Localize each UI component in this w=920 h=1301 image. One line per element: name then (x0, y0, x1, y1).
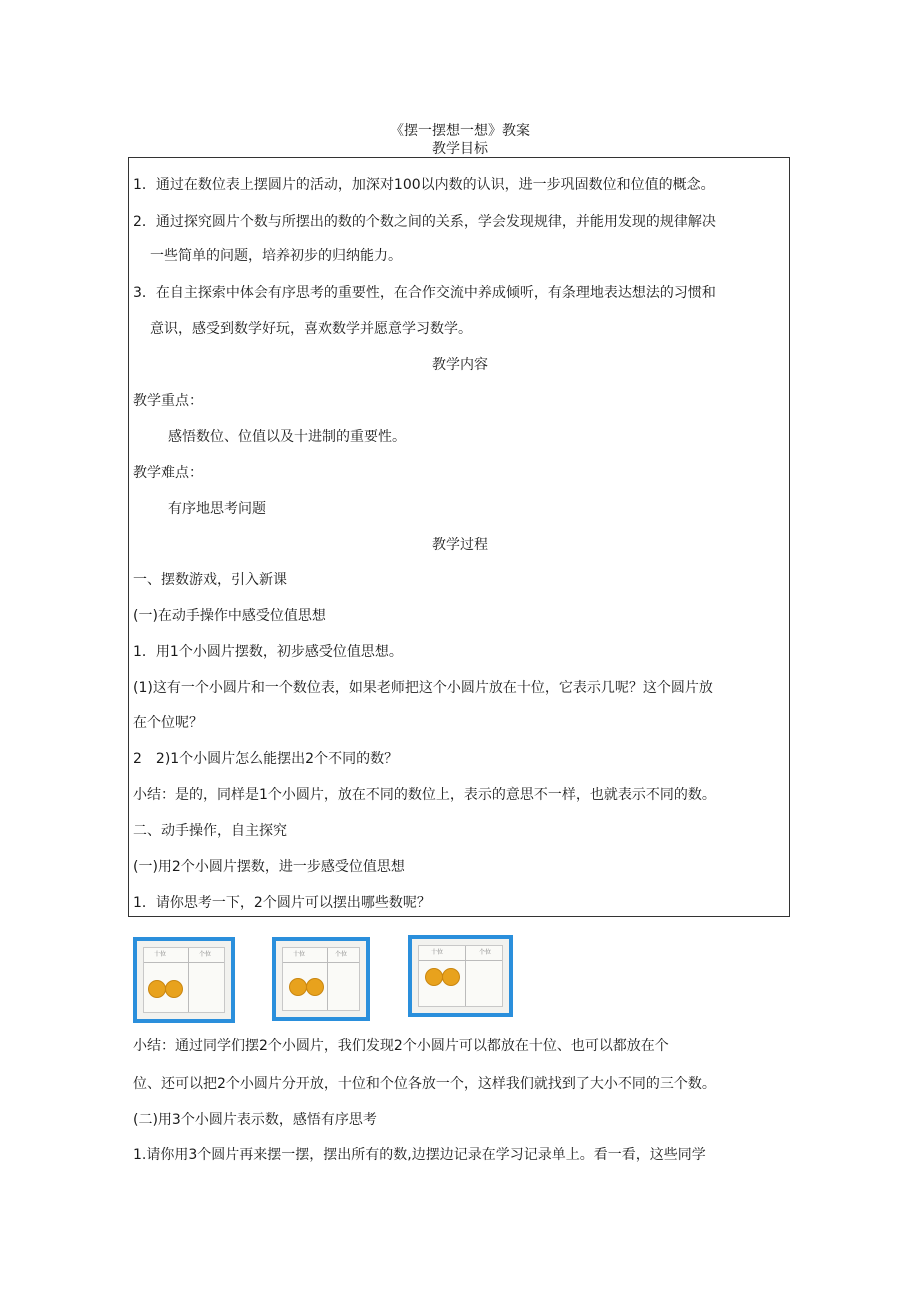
orange-disc (306, 978, 324, 996)
process-line: 二、动手操作，自主探究 (133, 823, 287, 839)
column-divider (327, 948, 328, 1010)
place-value-board (143, 947, 225, 1013)
difficulty-label: 教学难点： (133, 465, 203, 481)
column-divider (188, 948, 189, 1012)
column-divider (465, 946, 466, 1006)
orange-disc (148, 980, 166, 998)
orange-disc (425, 968, 443, 986)
summary-line: 位、还可以把2个小圆片分开放，十位和个位各放一个，这样我们就找到了大小不同的三个数。 (133, 1076, 716, 1092)
heading-goals: 教学目标 (432, 141, 488, 157)
ones-header: 个位 (199, 951, 212, 958)
tens-header: 十位 (154, 951, 167, 958)
heading-content: 教学内容 (432, 357, 488, 373)
process-line: (一)在动手操作中感受位值思想 (133, 608, 326, 624)
process-line: 一、摆数游戏，引入新课 (133, 572, 287, 588)
heading-process: 教学过程 (432, 537, 488, 553)
difficulty-text: 有序地思考问题 (168, 501, 266, 517)
goal-line: 1．通过在数位表上摆圆片的活动，加深对100以内数的认识，进一步巩固数位和位值的概念。 (133, 177, 715, 193)
orange-disc (165, 980, 183, 998)
place-value-board (418, 945, 503, 1007)
goal-line: 一些简单的问题，培养初步的归纳能力。 (150, 248, 402, 264)
key-text: 感悟数位、位值以及十进制的重要性。 (168, 429, 406, 445)
ones-header: 个位 (479, 949, 492, 956)
process-line: 1．请你思考一下，2个圆片可以摆出哪些数呢？ (133, 895, 431, 911)
process-line: 在个位呢？ (133, 715, 203, 731)
goal-line: 2．通过探究圆片个数与所摆出的数的个数之间的关系，学会发现规律，并能用发现的规律解决 (133, 214, 716, 230)
place-value-photo (408, 935, 513, 1017)
section-heading: (二)用3个小圆片表示数，感悟有序思考 (133, 1112, 377, 1128)
board-header (144, 948, 224, 963)
instruction-line: 1.请你用3个圆片再来摆一摆，摆出所有的数,边摆边记录在学习记录单上。看一看，这些同学 (133, 1147, 706, 1163)
place-value-photo (272, 937, 370, 1021)
tens-header: 十位 (293, 951, 306, 958)
goal-line: 意识，感受到数学好玩，喜欢数学并愿意学习数学。 (150, 321, 472, 337)
goal-line: 3．在自主探索中体会有序思考的重要性，在合作交流中养成倾听，有条理地表达想法的习惯和 (133, 285, 716, 301)
process-line: 1．用1个小圆片摆数，初步感受位值思想。 (133, 644, 403, 660)
tens-header: 十位 (431, 949, 444, 956)
place-value-board (282, 947, 360, 1011)
place-value-photo (133, 937, 235, 1023)
orange-disc (442, 968, 460, 986)
summary-line: 小结：通过同学们摆2个小圆片，我们发现2个小圆片可以都放在十位、也可以都放在个 (133, 1038, 669, 1054)
ones-header: 个位 (335, 951, 348, 958)
board-header (283, 948, 359, 963)
process-line: 小结：是的，同样是1个小圆片，放在不同的数位上，表示的意思不一样，也就表示不同的数。 (133, 787, 716, 803)
process-line: (1)这有一个小圆片和一个数位表，如果老师把这个小圆片放在十位，它表示几呢？这个圆片放 (133, 680, 713, 696)
doc-title: 《摆一摆想一想》教案 (390, 123, 530, 139)
key-label: 教学重点： (133, 393, 203, 409)
process-line: 2 2)1个小圆片怎么能摆出2个不同的数？ (133, 751, 399, 767)
board-header (419, 946, 502, 961)
process-line: (一)用2个小圆片摆数，进一步感受位值思想 (133, 859, 405, 875)
orange-disc (289, 978, 307, 996)
